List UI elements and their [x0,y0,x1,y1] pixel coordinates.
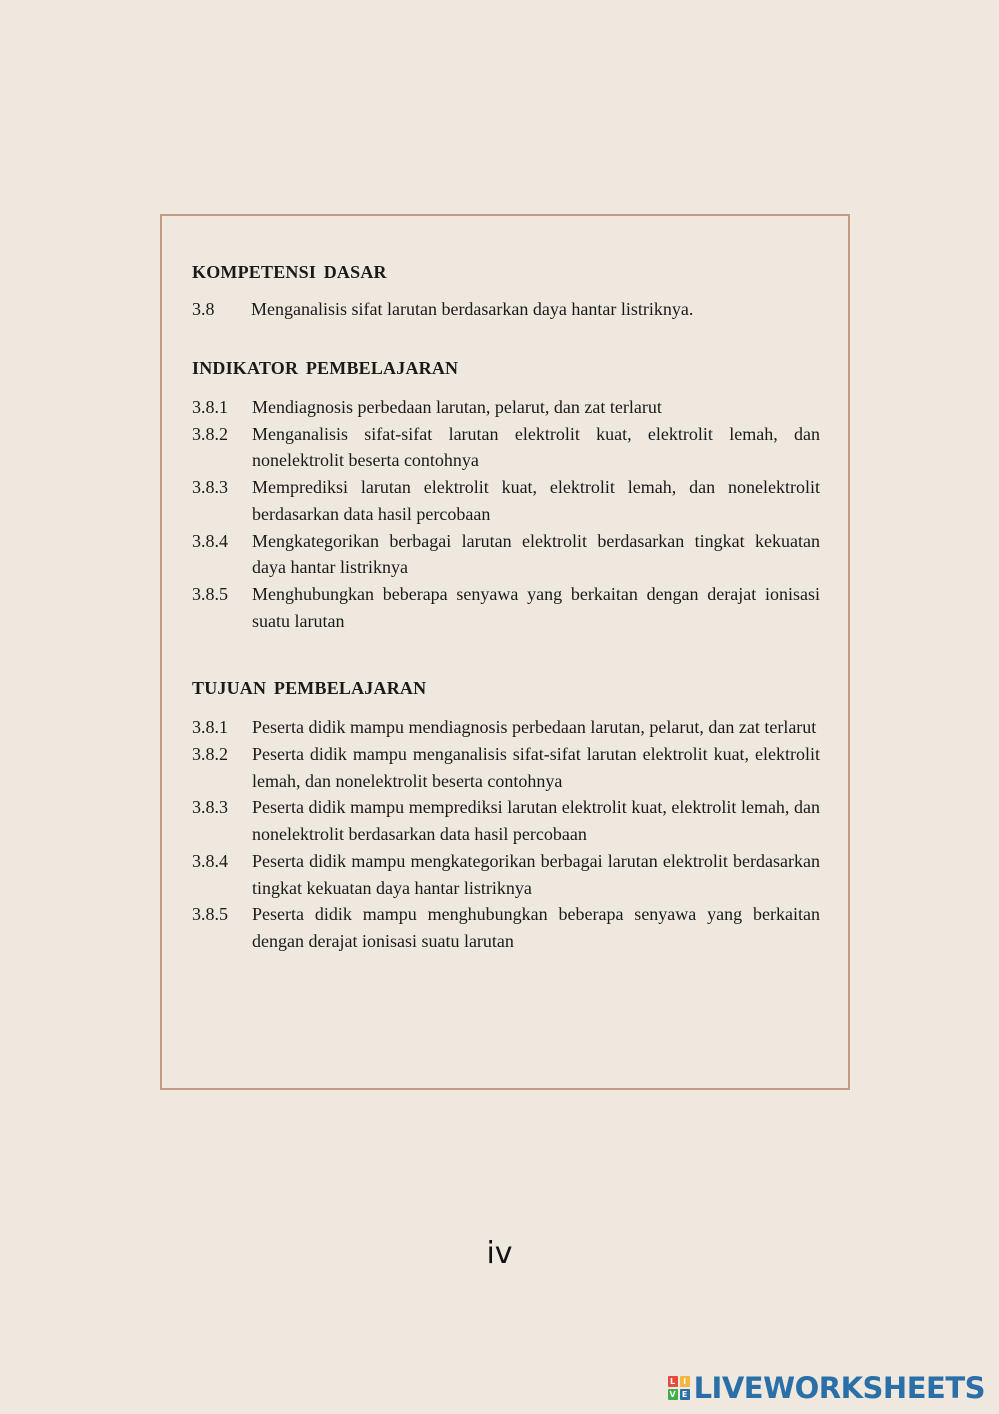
indikator-text: Memprediksi larutan elektrolit kuat, elektrolit lemah, dan nonelektrolit berdasarkan data hasil percobaan [252,477,820,524]
tujuan-number: 3.8.1 [192,717,228,738]
tujuan-list [192,714,820,954]
liveworksheets-logo-text: LIVEWORKSHEETS [693,1371,985,1405]
indikator-number: 3.8.1 [192,397,228,417]
logo-tile-i: I [680,1376,690,1387]
liveworksheets-logo-icon [668,1376,690,1400]
content-body [192,260,820,955]
indikator-number: 3.8.2 [192,423,228,444]
kompetensi-item [192,296,820,322]
indikator-item [192,421,820,474]
kompetensi-text: Menganalisis sifat larutan berdasarkan daya hantar listriknya. [251,299,694,319]
indikator-item [192,474,820,527]
page-number: iv [486,1236,513,1271]
liveworksheets-logo[interactable] [668,1370,985,1406]
logo-tile-l: L [668,1376,678,1387]
indikator-text: Mendiagnosis perbedaan larutan, pelarut, dan zat terlarut [252,397,662,417]
indikator-item [192,394,820,421]
tujuan-text: Peserta didik mampu mendiagnosis perbedaan larutan, pelarut, dan zat terlarut [252,717,817,738]
tujuan-text: Peserta didik mampu menganalisis sifat-sifat larutan elektrolit kuat, elektrolit lemah, dan nonelektrolit beserta contohnya [252,744,820,791]
tujuan-item [192,901,820,954]
indikator-item [192,581,820,634]
kompetensi-heading: KOMPETENSI DASAR [192,262,387,282]
tujuan-text: Peserta didik mampu menghubungkan beberapa senyawa yang berkaitan dengan derajat ionisasi suatu larutan [252,904,820,951]
content-frame [160,214,850,1090]
tujuan-text: Peserta didik mampu memprediksi larutan elektrolit kuat, elektrolit lemah, dan nonelektrolit berdasarkan data hasil percobaan [252,797,820,845]
kompetensi-number: 3.8 [192,299,215,319]
tujuan-heading: TUJUAN PEMBELAJARAN [192,678,427,699]
indikator-text: Menghubungkan beberapa senyawa yang berkaitan dengan derajat ionisasi suatu larutan [252,583,820,631]
logo-tile-e: E [680,1389,690,1400]
indikator-text: Menganalisis sifat-sifat larutan elektrolit kuat, elektrolit lemah, dan nonelektrolit beserta contohnya [252,423,820,471]
tujuan-number: 3.8.2 [192,744,228,765]
indikator-number: 3.8.3 [192,477,228,498]
indikator-list [192,394,820,634]
indikator-number: 3.8.5 [192,583,228,604]
tujuan-number: 3.8.3 [192,797,228,818]
indikator-number: 3.8.4 [192,530,228,551]
tujuan-item [192,794,820,847]
tujuan-number: 3.8.4 [192,850,228,871]
tujuan-number: 3.8.5 [192,904,228,925]
tujuan-text: Peserta didik mampu mengkategorikan berbagai larutan elektrolit berdasarkan tingkat kekuatan daya hantar listriknya [252,850,820,898]
tujuan-item [192,741,820,794]
indikator-heading: INDIKATOR PEMBELAJARAN [192,358,459,378]
tujuan-item [192,714,820,741]
tujuan-item [192,848,820,901]
indikator-text: Mengkategorikan berbagai larutan elektrolit berdasarkan tingkat kekuatan daya hantar listriknya [252,530,820,578]
logo-tile-v: V [669,1390,676,1399]
indikator-item [192,528,820,581]
